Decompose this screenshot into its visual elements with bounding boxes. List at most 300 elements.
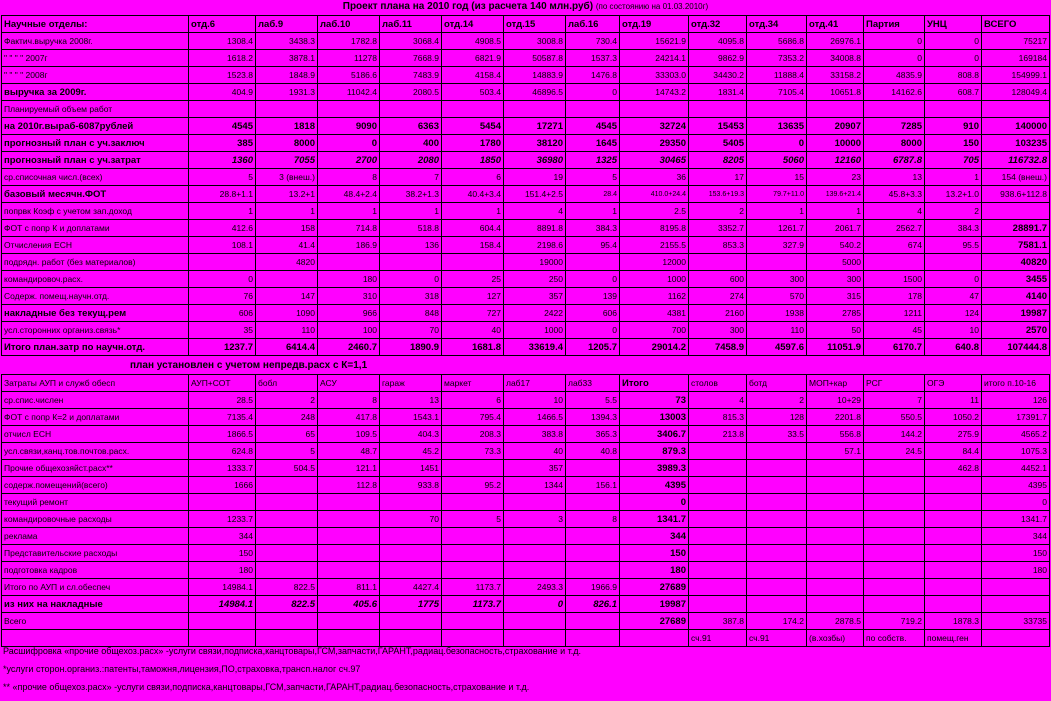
table-cell: 4395: [982, 477, 1050, 494]
table-cell: 0: [747, 135, 807, 152]
table-cell: [256, 528, 318, 545]
table-cell: 13.2+1.0: [925, 186, 982, 203]
table-row: [2, 288, 1050, 305]
table-cell: [442, 494, 504, 511]
table-cell: 0: [566, 322, 620, 339]
table-cell: [982, 579, 1050, 596]
table-cell: 13635: [747, 118, 807, 135]
table-cell: 38120: [504, 135, 566, 152]
table-cell: 30465: [620, 152, 689, 169]
table-cell: 4545: [189, 118, 256, 135]
table-cell: [807, 562, 864, 579]
table-cell: 4: [864, 203, 925, 220]
table-cell: 47: [925, 288, 982, 305]
table-cell: 1775: [380, 596, 442, 613]
table-cell: 2061.7: [807, 220, 864, 237]
table-cell: 154999.1: [982, 67, 1050, 84]
footnote-1: Расшифровка «прочие общехоз.расх» -услуги связи,подписка,канцтовары,ГСМ,запчасти,ГАРАНТ,радиац.безопасность,страхование и т.д.: [3, 646, 582, 656]
table-cell: [807, 528, 864, 545]
table-cell: 11: [925, 392, 982, 409]
table-cell: 1966.9: [566, 579, 620, 596]
table-cell: 727: [442, 305, 504, 322]
table-cell: 33.5: [747, 426, 807, 443]
table-cell: 57.1: [807, 443, 864, 460]
table-cell: 151.4+2.5: [504, 186, 566, 203]
table-cell: 10: [925, 322, 982, 339]
table-row: [2, 322, 1050, 339]
table-cell: [380, 254, 442, 271]
table-cell: [925, 477, 982, 494]
table-cell: 2155.5: [620, 237, 689, 254]
title-subtitle: (по состоянию на 01.03.2010г): [595, 2, 709, 11]
table-cell: [747, 562, 807, 579]
table-cell: 107444.8: [982, 339, 1050, 356]
table-cell: 7055: [256, 152, 318, 169]
table-cell: 7483.9: [380, 67, 442, 84]
table-cell: 150: [925, 135, 982, 152]
table-cell: 0: [189, 271, 256, 288]
table-cell: 404.3: [380, 426, 442, 443]
table-cell: [747, 460, 807, 477]
table-cell: 1476.8: [566, 67, 620, 84]
table-row: [2, 118, 1050, 135]
table-row: [2, 579, 1050, 596]
table-cell: [747, 579, 807, 596]
table-cell: 75217: [982, 33, 1050, 50]
table-row: [2, 271, 1050, 288]
table-cell: 3008.8: [504, 33, 566, 50]
row-label: ФОТ с попр К=2 и доплатами: [2, 409, 189, 426]
table-cell: 2493.3: [504, 579, 566, 596]
table-cell: [807, 511, 864, 528]
table-cell: 1: [442, 203, 504, 220]
table-cell: 600: [689, 271, 747, 288]
table-row: [2, 254, 1050, 271]
table-cell: 50: [807, 322, 864, 339]
table-cell: [689, 545, 747, 562]
table-cell: 1: [380, 203, 442, 220]
table-cell: 28891.7: [982, 220, 1050, 237]
table-cell: 0: [566, 271, 620, 288]
table-cell: 128: [747, 409, 807, 426]
table-cell: 139.6+21.4: [807, 186, 864, 203]
table-cell: 48.7: [318, 443, 380, 460]
table-cell: 32724: [620, 118, 689, 135]
table-cell: 7668.9: [380, 50, 442, 67]
table-cell: помещ.ген: [925, 630, 982, 647]
table-cell: 808.8: [925, 67, 982, 84]
table-cell: 46896.5: [504, 84, 566, 101]
table-cell: 2878.5: [807, 613, 864, 630]
table-row: [2, 494, 1050, 511]
table-cell: 1090: [256, 305, 318, 322]
table-cell: 933.8: [380, 477, 442, 494]
table-cell: 12160: [807, 152, 864, 169]
table-cell: ботд: [747, 375, 807, 392]
table-cell: 275.9: [925, 426, 982, 443]
table-cell: [189, 101, 256, 118]
table-cell: 719.2: [864, 613, 925, 630]
table-cell: 28.8+1.1: [189, 186, 256, 203]
table-cell: 24214.1: [620, 50, 689, 67]
table-cell: 1: [189, 203, 256, 220]
table-cell: 48.4+2.4: [318, 186, 380, 203]
table-cell: 79.7+11.0: [747, 186, 807, 203]
table-cell: [689, 562, 747, 579]
row-label: Научные отделы:: [2, 16, 189, 33]
table-cell: 1782.8: [318, 33, 380, 50]
table-row: [2, 237, 1050, 254]
table-cell: [747, 477, 807, 494]
table-cell: 1780: [442, 135, 504, 152]
table-cell: 4908.5: [442, 33, 504, 50]
table-cell: 19987: [620, 596, 689, 613]
table-cell: 10: [504, 392, 566, 409]
row-label: попрвк Коэф с учетом зап.доход: [2, 203, 189, 220]
table-cell: 1: [925, 169, 982, 186]
table-cell: 158: [256, 220, 318, 237]
table-cell: 300: [689, 322, 747, 339]
table-cell: [864, 562, 925, 579]
table-cell: 27689: [620, 613, 689, 630]
table-cell: 45.8+3.3: [864, 186, 925, 203]
table-cell: [689, 528, 747, 545]
table-cell: 4565.2: [982, 426, 1050, 443]
table-row: [2, 84, 1050, 101]
table-cell: 5.5: [566, 392, 620, 409]
table-cell: 365.3: [566, 426, 620, 443]
table-row: [2, 186, 1050, 203]
table-cell: 606: [189, 305, 256, 322]
table-row: [2, 562, 1050, 579]
table-cell: 3406.7: [620, 426, 689, 443]
table-cell: [189, 494, 256, 511]
table-cell: 344: [620, 528, 689, 545]
table-cell: [807, 545, 864, 562]
table-cell: 300: [807, 271, 864, 288]
table-cell: [566, 460, 620, 477]
row-label: командировочные расходы: [2, 511, 189, 528]
table-cell: [566, 630, 620, 647]
table-cell: 27689: [620, 579, 689, 596]
table-cell: 0: [982, 494, 1050, 511]
table-cell: 2422: [504, 305, 566, 322]
table-cell: 2080.5: [380, 84, 442, 101]
table-row: [2, 305, 1050, 322]
table-cell: 19: [504, 169, 566, 186]
table-row: [2, 460, 1050, 477]
table-cell: 1341.7: [982, 511, 1050, 528]
row-label: Прочие общехозяйст.расх**: [2, 460, 189, 477]
table-cell: 108.1: [189, 237, 256, 254]
table-cell: [504, 545, 566, 562]
table-cell: 1645: [566, 135, 620, 152]
table-cell: 28.4: [566, 186, 620, 203]
table-cell: 405.6: [318, 596, 380, 613]
table-cell: 714.8: [318, 220, 380, 237]
row-label: Итого план.затр по научн.отд.: [2, 339, 189, 356]
table-cell: 822.5: [256, 579, 318, 596]
table-cell: [689, 443, 747, 460]
table-cell: 2562.7: [864, 220, 925, 237]
table-cell: 344: [189, 528, 256, 545]
table-cell: 17391.7: [982, 409, 1050, 426]
table-cell: [442, 254, 504, 271]
table-cell: 11888.4: [747, 67, 807, 84]
row-label: базовый месячн.ФОТ: [2, 186, 189, 203]
table-cell: [256, 630, 318, 647]
table-cell: 0: [380, 271, 442, 288]
row-label: из них на накладные: [2, 596, 189, 613]
table-cell: [864, 254, 925, 271]
table-cell: лаб33: [566, 375, 620, 392]
table-cell: 17271: [504, 118, 566, 135]
table-cell: [442, 545, 504, 562]
table-cell: 5: [566, 169, 620, 186]
table-cell: 2570: [982, 322, 1050, 339]
table-cell: 0: [864, 33, 925, 50]
table-cell: 606: [566, 305, 620, 322]
table-cell: 1333.7: [189, 460, 256, 477]
table-cell: 15: [747, 169, 807, 186]
table-cell: [318, 494, 380, 511]
table-cell: [189, 630, 256, 647]
table-cell: 5: [442, 511, 504, 528]
table-cell: 6414.4: [256, 339, 318, 356]
footnote-3: ** «прочие общехоз.расх» -услуги связи,подписка,канцтовары,ГСМ,запчасти,ГАРАНТ,радиац.безопасность,страхование и т.д.: [3, 682, 530, 692]
table-row: [2, 50, 1050, 67]
table-cell: 1308.4: [189, 33, 256, 50]
table-cell: сч.91: [747, 630, 807, 647]
table-cell: 540.2: [807, 237, 864, 254]
table-cell: 150: [189, 545, 256, 562]
table-cell: [256, 101, 318, 118]
table-cell: 124: [925, 305, 982, 322]
table-cell: 169184: [982, 50, 1050, 67]
table-cell: 40.4+3.4: [442, 186, 504, 203]
table-cell: 174.2: [747, 613, 807, 630]
table-cell: 4597.6: [747, 339, 807, 356]
table-cell: 7: [380, 169, 442, 186]
row-label: содерж.помещений(всего): [2, 477, 189, 494]
table-cell: 14883.9: [504, 67, 566, 84]
table-cell: 624.8: [189, 443, 256, 460]
row-label: накладные без текущ.рем: [2, 305, 189, 322]
table-cell: [864, 460, 925, 477]
table-cell: [925, 596, 982, 613]
table-cell: 8: [318, 392, 380, 409]
table-cell: 70: [380, 322, 442, 339]
table-cell: [318, 545, 380, 562]
table-row: [2, 443, 1050, 460]
table-cell: 1237.7: [189, 339, 256, 356]
table-cell: 103235: [982, 135, 1050, 152]
row-label: Всего: [2, 613, 189, 630]
table-cell: 110: [747, 322, 807, 339]
table-cell: [864, 511, 925, 528]
table-cell: [566, 613, 620, 630]
table-cell: [256, 477, 318, 494]
table-cell: [689, 477, 747, 494]
table-cell: 4452.1: [982, 460, 1050, 477]
table-cell: 1075.3: [982, 443, 1050, 460]
table-cell: отд.41: [807, 16, 864, 33]
table-cell: 3989.3: [620, 460, 689, 477]
table-cell: 109.5: [318, 426, 380, 443]
table-cell: 8: [318, 169, 380, 186]
table-cell: [864, 596, 925, 613]
table-cell: [380, 613, 442, 630]
row-label: текущий ремонт: [2, 494, 189, 511]
table-cell: 1850: [442, 152, 504, 169]
table-cell: 180: [982, 562, 1050, 579]
table-cell: 150: [620, 545, 689, 562]
table-cell: 38.2+1.3: [380, 186, 442, 203]
table-cell: 0: [925, 50, 982, 67]
table-row: [2, 33, 1050, 50]
table-cell: 910: [925, 118, 982, 135]
table-cell: 180: [189, 562, 256, 579]
table-cell: 20907: [807, 118, 864, 135]
table-cell: 154 (внеш.): [982, 169, 1050, 186]
table-cell: [807, 460, 864, 477]
table-cell: 518.8: [380, 220, 442, 237]
table-cell: 1818: [256, 118, 318, 135]
table-cell: [442, 528, 504, 545]
table-cell: 11051.9: [807, 339, 864, 356]
table-cell: 34008.8: [807, 50, 864, 67]
table-cell: 250: [504, 271, 566, 288]
table-cell: [318, 613, 380, 630]
table-cell: бобл: [256, 375, 318, 392]
table-cell: 1848.9: [256, 67, 318, 84]
table-cell: 1451: [380, 460, 442, 477]
table-cell: 6: [442, 392, 504, 409]
table-cell: 11278: [318, 50, 380, 67]
table-cell: [504, 562, 566, 579]
table-cell: 36980: [504, 152, 566, 169]
table-cell: 5: [256, 443, 318, 460]
table-row: [2, 203, 1050, 220]
table-cell: 1000: [620, 271, 689, 288]
table-cell: [442, 613, 504, 630]
table-cell: 4: [689, 392, 747, 409]
table-cell: [864, 494, 925, 511]
plan-note-row: [0, 357, 1051, 374]
table-cell: 28.5: [189, 392, 256, 409]
table-cell: 4158.4: [442, 67, 504, 84]
table-cell: 7353.2: [747, 50, 807, 67]
table-cell: 3352.7: [689, 220, 747, 237]
table-cell: [925, 511, 982, 528]
table-cell: [504, 494, 566, 511]
table-cell: лаб17: [504, 375, 566, 392]
table-cell: 1173.7: [442, 596, 504, 613]
table-cell: 8205: [689, 152, 747, 169]
table-cell: 310: [318, 288, 380, 305]
table-row: [2, 101, 1050, 118]
table-cell: 1681.8: [442, 339, 504, 356]
row-label: Затраты АУП и служб обесп: [2, 375, 189, 392]
table-cell: 5454: [442, 118, 504, 135]
table-cell: 5000: [807, 254, 864, 271]
table-cell: [925, 545, 982, 562]
table-row: [2, 375, 1050, 392]
table-cell: [982, 596, 1050, 613]
table-cell: 11042.4: [318, 84, 380, 101]
table-cell: 3 (внеш.): [256, 169, 318, 186]
table-cell: 158.4: [442, 237, 504, 254]
table-cell: 2: [747, 392, 807, 409]
table-cell: 139: [566, 288, 620, 305]
table-row: [2, 545, 1050, 562]
table-cell: 6787.8: [864, 152, 925, 169]
table-cell: [807, 494, 864, 511]
table-cell: 1523.8: [189, 67, 256, 84]
table-cell: 387.8: [689, 613, 747, 630]
table-row: [2, 477, 1050, 494]
table-cell: 110: [256, 322, 318, 339]
row-label: усл.связи,канц.тов.почтов.расх.: [2, 443, 189, 460]
table-cell: итого п.10-16: [982, 375, 1050, 392]
table-cell: 4835.9: [864, 67, 925, 84]
table-cell: 1325: [566, 152, 620, 169]
table-cell: 1938: [747, 305, 807, 322]
table-cell: 13: [380, 392, 442, 409]
plan-note: план установлен с учетом непредв.расх с К=1,1: [130, 360, 368, 371]
table-cell: 1205.7: [566, 339, 620, 356]
table-cell: 2160: [689, 305, 747, 322]
table-cell: [747, 511, 807, 528]
table-cell: 2201.8: [807, 409, 864, 426]
table-cell: 556.8: [807, 426, 864, 443]
table-cell: 504.5: [256, 460, 318, 477]
table-cell: [442, 101, 504, 118]
table-cell: [318, 254, 380, 271]
table-row: [2, 613, 1050, 630]
row-label: командировоч.расх.: [2, 271, 189, 288]
row-label: выручка за 2009г.: [2, 84, 189, 101]
table-cell: АУП+СОТ: [189, 375, 256, 392]
table-cell: 1173.7: [442, 579, 504, 596]
table-cell: 7105.4: [747, 84, 807, 101]
table-cell: Партия: [864, 16, 925, 33]
table-cell: [189, 613, 256, 630]
table-cell: 384.3: [566, 220, 620, 237]
admin-costs-table: [1, 374, 1050, 647]
table-cell: 357: [504, 288, 566, 305]
table-cell: [566, 562, 620, 579]
table-cell: 1341.7: [620, 511, 689, 528]
table-cell: [982, 101, 1050, 118]
table-cell: отд.6: [189, 16, 256, 33]
table-cell: 0: [925, 271, 982, 288]
row-label: Фактич.выручка 2008г.: [2, 33, 189, 50]
table-cell: 100: [318, 322, 380, 339]
table-cell: отд.34: [747, 16, 807, 33]
table-cell: 4395: [620, 477, 689, 494]
table-cell: лаб.10: [318, 16, 380, 33]
table-cell: 213.8: [689, 426, 747, 443]
table-row: [2, 16, 1050, 33]
table-cell: 178: [864, 288, 925, 305]
table-cell: [256, 545, 318, 562]
table-cell: 35: [189, 322, 256, 339]
table-cell: 1: [318, 203, 380, 220]
table-cell: отд.14: [442, 16, 504, 33]
table-cell: [318, 630, 380, 647]
table-cell: ВСЕГО: [982, 16, 1050, 33]
